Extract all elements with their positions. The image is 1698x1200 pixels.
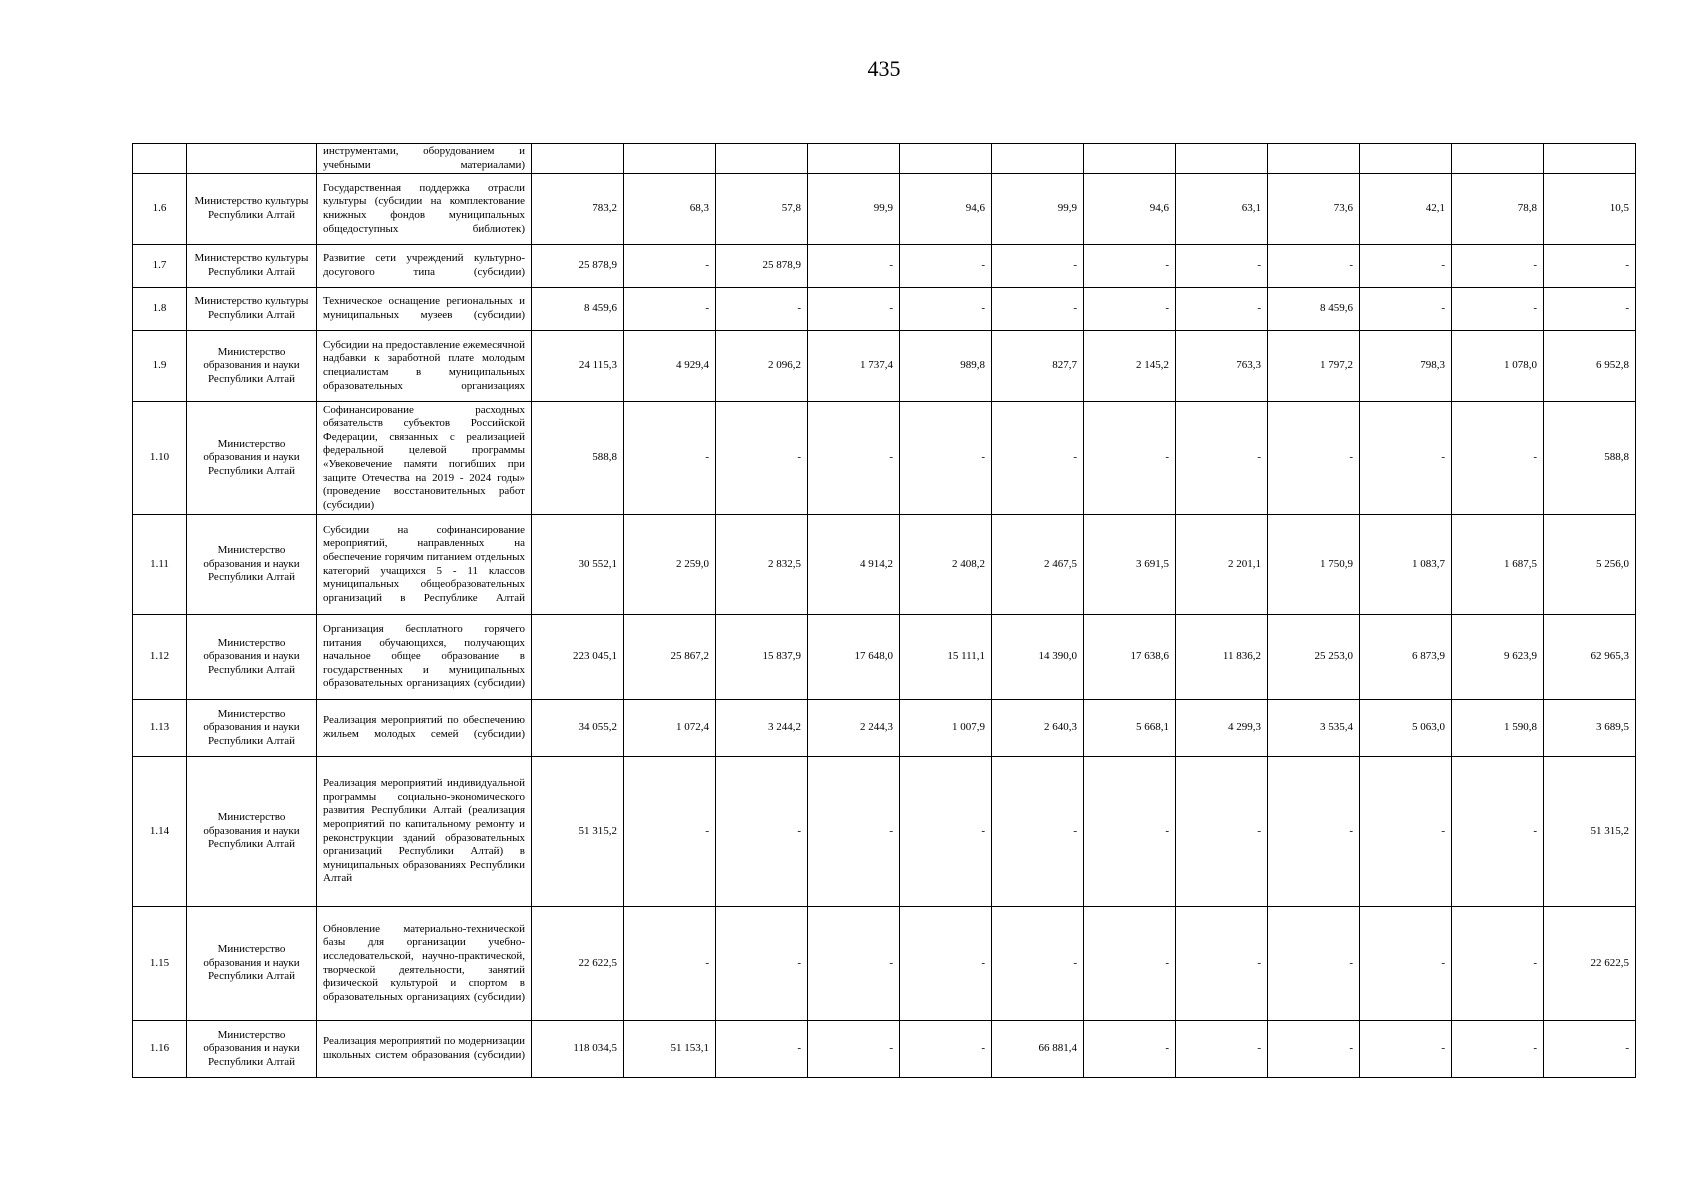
value-cell: - — [900, 288, 992, 331]
table-row — [133, 700, 1636, 757]
value-cell: - — [992, 757, 1084, 907]
value-cell: - — [808, 757, 900, 907]
value-cell: - — [1268, 402, 1360, 515]
value-cell: - — [624, 402, 716, 515]
executor-cell — [187, 144, 317, 174]
executor-cell: Министерство образования и науки Республики Алтай — [187, 402, 317, 515]
value-cell: 1 687,5 — [1452, 515, 1544, 615]
value-cell: 827,7 — [992, 331, 1084, 402]
executor-cell: Министерство образования и науки Республики Алтай — [187, 331, 317, 402]
value-cell: - — [1084, 1021, 1176, 1078]
value-cell: 588,8 — [532, 402, 624, 515]
table-row — [133, 402, 1636, 515]
value-cell: - — [900, 245, 992, 288]
value-cell: - — [1360, 245, 1452, 288]
value-cell: - — [1268, 757, 1360, 907]
value-cell: - — [716, 1021, 808, 1078]
value-cell: 223 045,1 — [532, 615, 624, 700]
description-cell: Техническое оснащение региональных и муниципальных музеев (субсидии) — [317, 288, 532, 331]
value-cell: 25 878,9 — [532, 245, 624, 288]
row-number-cell: 1.8 — [133, 288, 187, 331]
executor-cell: Министерство культуры Республики Алтай — [187, 288, 317, 331]
value-cell: - — [716, 757, 808, 907]
description-cell: Государственная поддержка отрасли культуры (субсидии на комплектование книжных фондов муниципальных общедоступных библиотек) — [317, 174, 532, 245]
executor-cell: Министерство образования и науки Республики Алтай — [187, 757, 317, 907]
table-body — [133, 144, 1636, 1078]
value-cell: - — [1268, 245, 1360, 288]
value-cell: - — [624, 757, 716, 907]
value-cell: - — [1176, 245, 1268, 288]
value-cell: - — [1544, 245, 1636, 288]
value-cell: 51 315,2 — [532, 757, 624, 907]
value-cell: - — [1360, 402, 1452, 515]
value-cell: - — [992, 402, 1084, 515]
value-cell: 6 873,9 — [1360, 615, 1452, 700]
value-cell — [1452, 144, 1544, 174]
budget-table — [132, 143, 1636, 1078]
value-cell: - — [1268, 1021, 1360, 1078]
table-row — [133, 331, 1636, 402]
value-cell: - — [1084, 907, 1176, 1021]
value-cell: - — [716, 402, 808, 515]
value-cell: 99,9 — [992, 174, 1084, 245]
value-cell: 66 881,4 — [992, 1021, 1084, 1078]
value-cell: - — [716, 288, 808, 331]
table-row — [133, 245, 1636, 288]
executor-cell: Министерство образования и науки Республики Алтай — [187, 615, 317, 700]
value-cell: 763,3 — [1176, 331, 1268, 402]
value-cell: - — [900, 402, 992, 515]
value-cell: - — [1084, 757, 1176, 907]
value-cell: 5 256,0 — [1544, 515, 1636, 615]
value-cell: 51 315,2 — [1544, 757, 1636, 907]
description-cell: Субсидии на предоставление ежемесячной надбавки к заработной плате молодым специалистам в муниципальных образовательных организациях — [317, 331, 532, 402]
value-cell: - — [992, 245, 1084, 288]
value-cell: - — [992, 288, 1084, 331]
value-cell: 17 638,6 — [1084, 615, 1176, 700]
value-cell: - — [1176, 757, 1268, 907]
value-cell: 3 689,5 — [1544, 700, 1636, 757]
value-cell: - — [992, 907, 1084, 1021]
value-cell: - — [716, 907, 808, 1021]
value-cell: 24 115,3 — [532, 331, 624, 402]
value-cell: 62 965,3 — [1544, 615, 1636, 700]
value-cell: - — [808, 245, 900, 288]
value-cell: 14 390,0 — [992, 615, 1084, 700]
value-cell: - — [808, 1021, 900, 1078]
value-cell: 17 648,0 — [808, 615, 900, 700]
executor-cell: Министерство культуры Республики Алтай — [187, 245, 317, 288]
value-cell: 99,9 — [808, 174, 900, 245]
row-number-cell: 1.12 — [133, 615, 187, 700]
value-cell: - — [1176, 402, 1268, 515]
value-cell: 3 244,2 — [716, 700, 808, 757]
value-cell: 94,6 — [1084, 174, 1176, 245]
value-cell: - — [900, 907, 992, 1021]
value-cell: 118 034,5 — [532, 1021, 624, 1078]
row-number-cell: 1.15 — [133, 907, 187, 1021]
value-cell: 1 737,4 — [808, 331, 900, 402]
value-cell: 25 253,0 — [1268, 615, 1360, 700]
value-cell: 1 072,4 — [624, 700, 716, 757]
description-cell: Реализация мероприятий по обеспечению жильем молодых семей (субсидии) — [317, 700, 532, 757]
table-row — [133, 288, 1636, 331]
executor-cell: Министерство образования и науки Республики Алтай — [187, 700, 317, 757]
value-cell: 5 668,1 — [1084, 700, 1176, 757]
value-cell: 2 832,5 — [716, 515, 808, 615]
description-cell: Развитие сети учреждений культурно-досугового типа (субсидии) — [317, 245, 532, 288]
value-cell: 94,6 — [900, 174, 992, 245]
value-cell: 798,3 — [1360, 331, 1452, 402]
value-cell: 15 111,1 — [900, 615, 992, 700]
value-cell: - — [1176, 907, 1268, 1021]
value-cell: 2 408,2 — [900, 515, 992, 615]
value-cell: 51 153,1 — [624, 1021, 716, 1078]
value-cell: 1 007,9 — [900, 700, 992, 757]
value-cell: 1 750,9 — [1268, 515, 1360, 615]
executor-cell: Министерство образования и науки Республики Алтай — [187, 907, 317, 1021]
value-cell: - — [1452, 402, 1544, 515]
value-cell: 78,8 — [1452, 174, 1544, 245]
value-cell: 4 929,4 — [624, 331, 716, 402]
value-cell: - — [1268, 907, 1360, 1021]
value-cell: 2 096,2 — [716, 331, 808, 402]
value-cell: 989,8 — [900, 331, 992, 402]
table-row — [133, 174, 1636, 245]
row-number-cell — [133, 144, 187, 174]
description-cell: Реализация мероприятий по модернизации школьных систем образования (субсидии) — [317, 1021, 532, 1078]
table-row — [133, 615, 1636, 700]
value-cell: 73,6 — [1268, 174, 1360, 245]
value-cell: - — [808, 288, 900, 331]
value-cell: 6 952,8 — [1544, 331, 1636, 402]
value-cell: 25 867,2 — [624, 615, 716, 700]
page-number: 435 — [867, 56, 901, 81]
value-cell: 42,1 — [1360, 174, 1452, 245]
value-cell: - — [1544, 288, 1636, 331]
value-cell: - — [1544, 1021, 1636, 1078]
value-cell: 4 299,3 — [1176, 700, 1268, 757]
value-cell: - — [1452, 757, 1544, 907]
value-cell: 68,3 — [624, 174, 716, 245]
value-cell: 22 622,5 — [532, 907, 624, 1021]
value-cell: - — [1452, 245, 1544, 288]
value-cell: - — [1452, 907, 1544, 1021]
value-cell — [992, 144, 1084, 174]
row-number-cell: 1.9 — [133, 331, 187, 402]
table-row — [133, 515, 1636, 615]
value-cell: 30 552,1 — [532, 515, 624, 615]
description-cell: Реализация мероприятий индивидуальной программы социально-экономического развития Республики Алтай (реализация мероприятий по капитальному ремонту и реконструкции зданий образовательных организаций Республики Алтай) в муниципальных образованиях Республики Алтай — [317, 757, 532, 907]
value-cell: - — [1360, 907, 1452, 1021]
value-cell — [1176, 144, 1268, 174]
value-cell: 10,5 — [1544, 174, 1636, 245]
description-cell: Субсидии на софинансирование мероприятий, направленных на обеспечение горячим питанием отдельных категорий учащихся 5 - 11 классов муниципальных общеобразовательных организаций в Республике Алтай — [317, 515, 532, 615]
executor-cell: Министерство образования и науки Республики Алтай — [187, 1021, 317, 1078]
value-cell: 3 535,4 — [1268, 700, 1360, 757]
value-cell: 57,8 — [716, 174, 808, 245]
value-cell — [1268, 144, 1360, 174]
value-cell: - — [624, 907, 716, 1021]
value-cell: - — [624, 288, 716, 331]
value-cell: - — [1084, 402, 1176, 515]
value-cell: 11 836,2 — [1176, 615, 1268, 700]
value-cell: 1 797,2 — [1268, 331, 1360, 402]
executor-cell: Министерство культуры Республики Алтай — [187, 174, 317, 245]
table-row — [133, 907, 1636, 1021]
row-number-cell: 1.10 — [133, 402, 187, 515]
value-cell — [624, 144, 716, 174]
row-number-cell: 1.7 — [133, 245, 187, 288]
value-cell: 25 878,9 — [716, 245, 808, 288]
value-cell: 1 078,0 — [1452, 331, 1544, 402]
row-number-cell: 1.16 — [133, 1021, 187, 1078]
value-cell: 8 459,6 — [532, 288, 624, 331]
value-cell: 8 459,6 — [1268, 288, 1360, 331]
row-number-cell: 1.11 — [133, 515, 187, 615]
value-cell: 2 201,1 — [1176, 515, 1268, 615]
value-cell — [1084, 144, 1176, 174]
value-cell — [716, 144, 808, 174]
value-cell: 2 145,2 — [1084, 331, 1176, 402]
row-number-cell: 1.14 — [133, 757, 187, 907]
value-cell: - — [1084, 288, 1176, 331]
table-row — [133, 757, 1636, 907]
value-cell: 3 691,5 — [1084, 515, 1176, 615]
value-cell: - — [808, 402, 900, 515]
value-cell — [900, 144, 992, 174]
value-cell: - — [1360, 288, 1452, 331]
value-cell: 2 640,3 — [992, 700, 1084, 757]
value-cell: 2 467,5 — [992, 515, 1084, 615]
value-cell: - — [1452, 288, 1544, 331]
value-cell: 34 055,2 — [532, 700, 624, 757]
value-cell — [808, 144, 900, 174]
value-cell: 63,1 — [1176, 174, 1268, 245]
value-cell — [1544, 144, 1636, 174]
value-cell: 5 063,0 — [1360, 700, 1452, 757]
value-cell — [532, 144, 624, 174]
value-cell: - — [1360, 757, 1452, 907]
value-cell: 1 590,8 — [1452, 700, 1544, 757]
value-cell: - — [1452, 1021, 1544, 1078]
table-row — [133, 144, 1636, 174]
value-cell: - — [1084, 245, 1176, 288]
value-cell: - — [1176, 288, 1268, 331]
value-cell: 2 244,3 — [808, 700, 900, 757]
row-number-cell: 1.6 — [133, 174, 187, 245]
executor-cell: Министерство образования и науки Республики Алтай — [187, 515, 317, 615]
value-cell: - — [900, 1021, 992, 1078]
value-cell: 15 837,9 — [716, 615, 808, 700]
value-cell — [1360, 144, 1452, 174]
value-cell: 783,2 — [532, 174, 624, 245]
value-cell: - — [1360, 1021, 1452, 1078]
value-cell: 4 914,2 — [808, 515, 900, 615]
value-cell: 9 623,9 — [1452, 615, 1544, 700]
description-cell: инструментами, оборудованием и учебными материалами) — [317, 144, 532, 174]
value-cell: - — [1176, 1021, 1268, 1078]
value-cell: - — [624, 245, 716, 288]
description-cell: Софинансирование расходных обязательств субъектов Российской Федерации, связанных с реализацией федеральной целевой программы «Увековечение памяти погибших при защите Отечества на 2019 - 2024 годы» (проведение восстановительных работ (субсидии) — [317, 402, 532, 515]
row-number-cell: 1.13 — [133, 700, 187, 757]
value-cell: - — [808, 907, 900, 1021]
value-cell: 588,8 — [1544, 402, 1636, 515]
table-row — [133, 1021, 1636, 1078]
description-cell: Обновление материально-технической базы для организации учебно-исследовательской, научно-практической, творческой деятельности, занятий физической культурой и спортом в образовательных организациях (субсидии) — [317, 907, 532, 1021]
value-cell: 1 083,7 — [1360, 515, 1452, 615]
value-cell: 2 259,0 — [624, 515, 716, 615]
value-cell: - — [900, 757, 992, 907]
description-cell: Организация бесплатного горячего питания обучающихся, получающих начальное общее образование в государственных и муниципальных образовательных организациях (субсидии) — [317, 615, 532, 700]
value-cell: 22 622,5 — [1544, 907, 1636, 1021]
